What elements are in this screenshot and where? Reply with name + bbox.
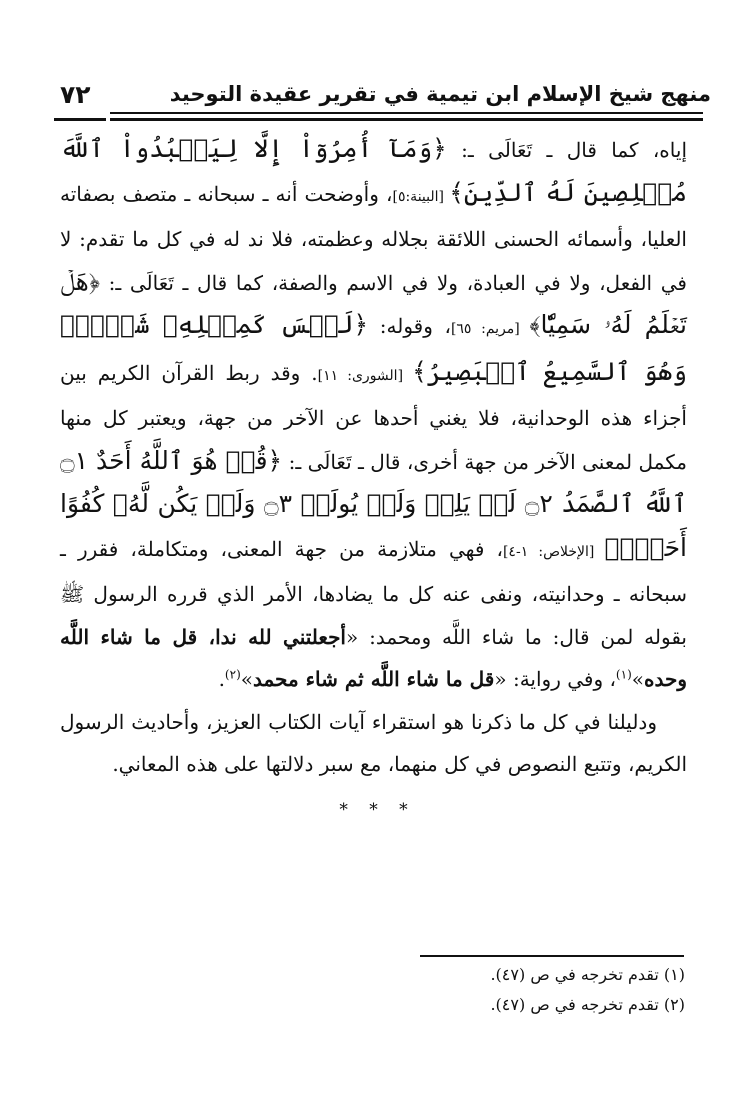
verse-reference: [الشورى: ١١] (317, 367, 413, 384)
quran-verse-bayyinah: ﴿وَمَآ أُمِرُوٓاْ إِلَّا لِيَعۡبُدُواْ ٱللَّهَ مُخۡلِصِينَ لَهُ ٱلدِّينَ﴾ (60, 134, 688, 207)
page-header (42, 78, 713, 112)
text-segment: ، وقوله: (368, 314, 451, 338)
verse-reference: [البينة:٥] (392, 188, 450, 205)
hadith-quote-1: أجعلتني لله ندا، قل ما شاء اللَّه وحده (60, 624, 687, 691)
main-text (60, 128, 687, 786)
section-divider: * * * (339, 800, 416, 820)
page-number: ٧٢ (60, 80, 91, 109)
running-title: منهج شيخ الإسلام ابن تيمية في تقرير عقيدة التوحيد (169, 82, 711, 106)
text-segment: ، وفي رواية: « (494, 667, 616, 691)
header-rule (110, 112, 703, 114)
footnotes (490, 960, 685, 1020)
text-segment: . (218, 667, 225, 691)
header-rule-short (54, 118, 106, 121)
text-segment: ، فهي متلازمة من جهة المعنى، ومتكاملة، فقرر ـ سبحانه ـ وحدانيته، ونفى عنه كل ما يضادها، الأمر الذي قرره الرسول ﷺ بقوله لمن قال: ما شاء اللَّه ومحمد: « (60, 536, 687, 649)
text-segment: ، وأوضحت أنه ـ سبحانه ـ متصف بصفاته العليا، وأسمائه الحسنى اللائقة بجلاله وعظمته، فلا ند له في كل ما تقدم: لا في الفعل، ولا في العبادة، ولا في الاسم والصفة، كما قال ـ تَعَالَى ـ: (60, 181, 687, 295)
text-segment: » (240, 667, 253, 691)
paragraph-1 (60, 128, 687, 701)
quran-verse-ikhlas: ﴿قُلۡ هُوَ ٱللَّهُ أَحَدٌ ۝١ ٱللَّهُ ٱلصَّمَدُ ۝٢ لَمۡ يَلِدۡ وَلَمۡ يُولَدۡ ۝٣ وَلَمۡ يَكُن لَّهُۥ كُفُوًا أَحَدُۢ﴾ (60, 445, 687, 562)
header-rule-thick (110, 118, 703, 121)
footnote-2: (٢) تقدم تخرجه في ص (٤٧). (490, 995, 685, 1014)
text-segment: . وقد ربط القرآن الكريم بين أجزاء هذه الوحدانية، فلا يغني أحدها عن الآخر من جهة، ويعتبر كل منها مكمل لمعنى الآخر من جهة أخرى، قال ـ تَعَالَى ـ: (60, 360, 687, 474)
verse-reference: [الإخلاص: ١-٤] (502, 543, 605, 560)
paragraph-2: ودليلنا في كل ما ذكرنا هو استقراء آيات الكتاب العزيز، وأحاديث الرسول الكريم، وتتبع النصوص في كل منهما، مع سبر دلالتها على هذه المعاني. (60, 709, 687, 776)
quran-verse-maryam: ﴿هَلۡ تَعۡلَمُ لَهُۥ سَمِيّٗا﴾ (60, 266, 687, 339)
footnote-marker-2[interactable]: (٢) (224, 667, 241, 682)
quran-verse-shura: ﴿لَيۡسَ كَمِثۡلِهِۦ شَيۡءٞۖ وَهُوَ ٱلسَّمِيعُ ٱلۡبَصِيرُ﴾ (60, 310, 687, 386)
text-segment: » (631, 667, 644, 691)
footnote-1: (١) تقدم تخرجه في ص (٤٧). (490, 965, 685, 984)
footnote-rule (420, 955, 684, 957)
footnote-marker-1[interactable]: (١) (615, 667, 632, 682)
verse-reference: [مريم: ٦٥] (450, 321, 530, 337)
hadith-quote-2: قل ما شاء اللَّه ثم شاء محمد (253, 667, 495, 691)
text-segment: إياه، كما قال ـ تَعَالَى ـ: (446, 138, 687, 162)
